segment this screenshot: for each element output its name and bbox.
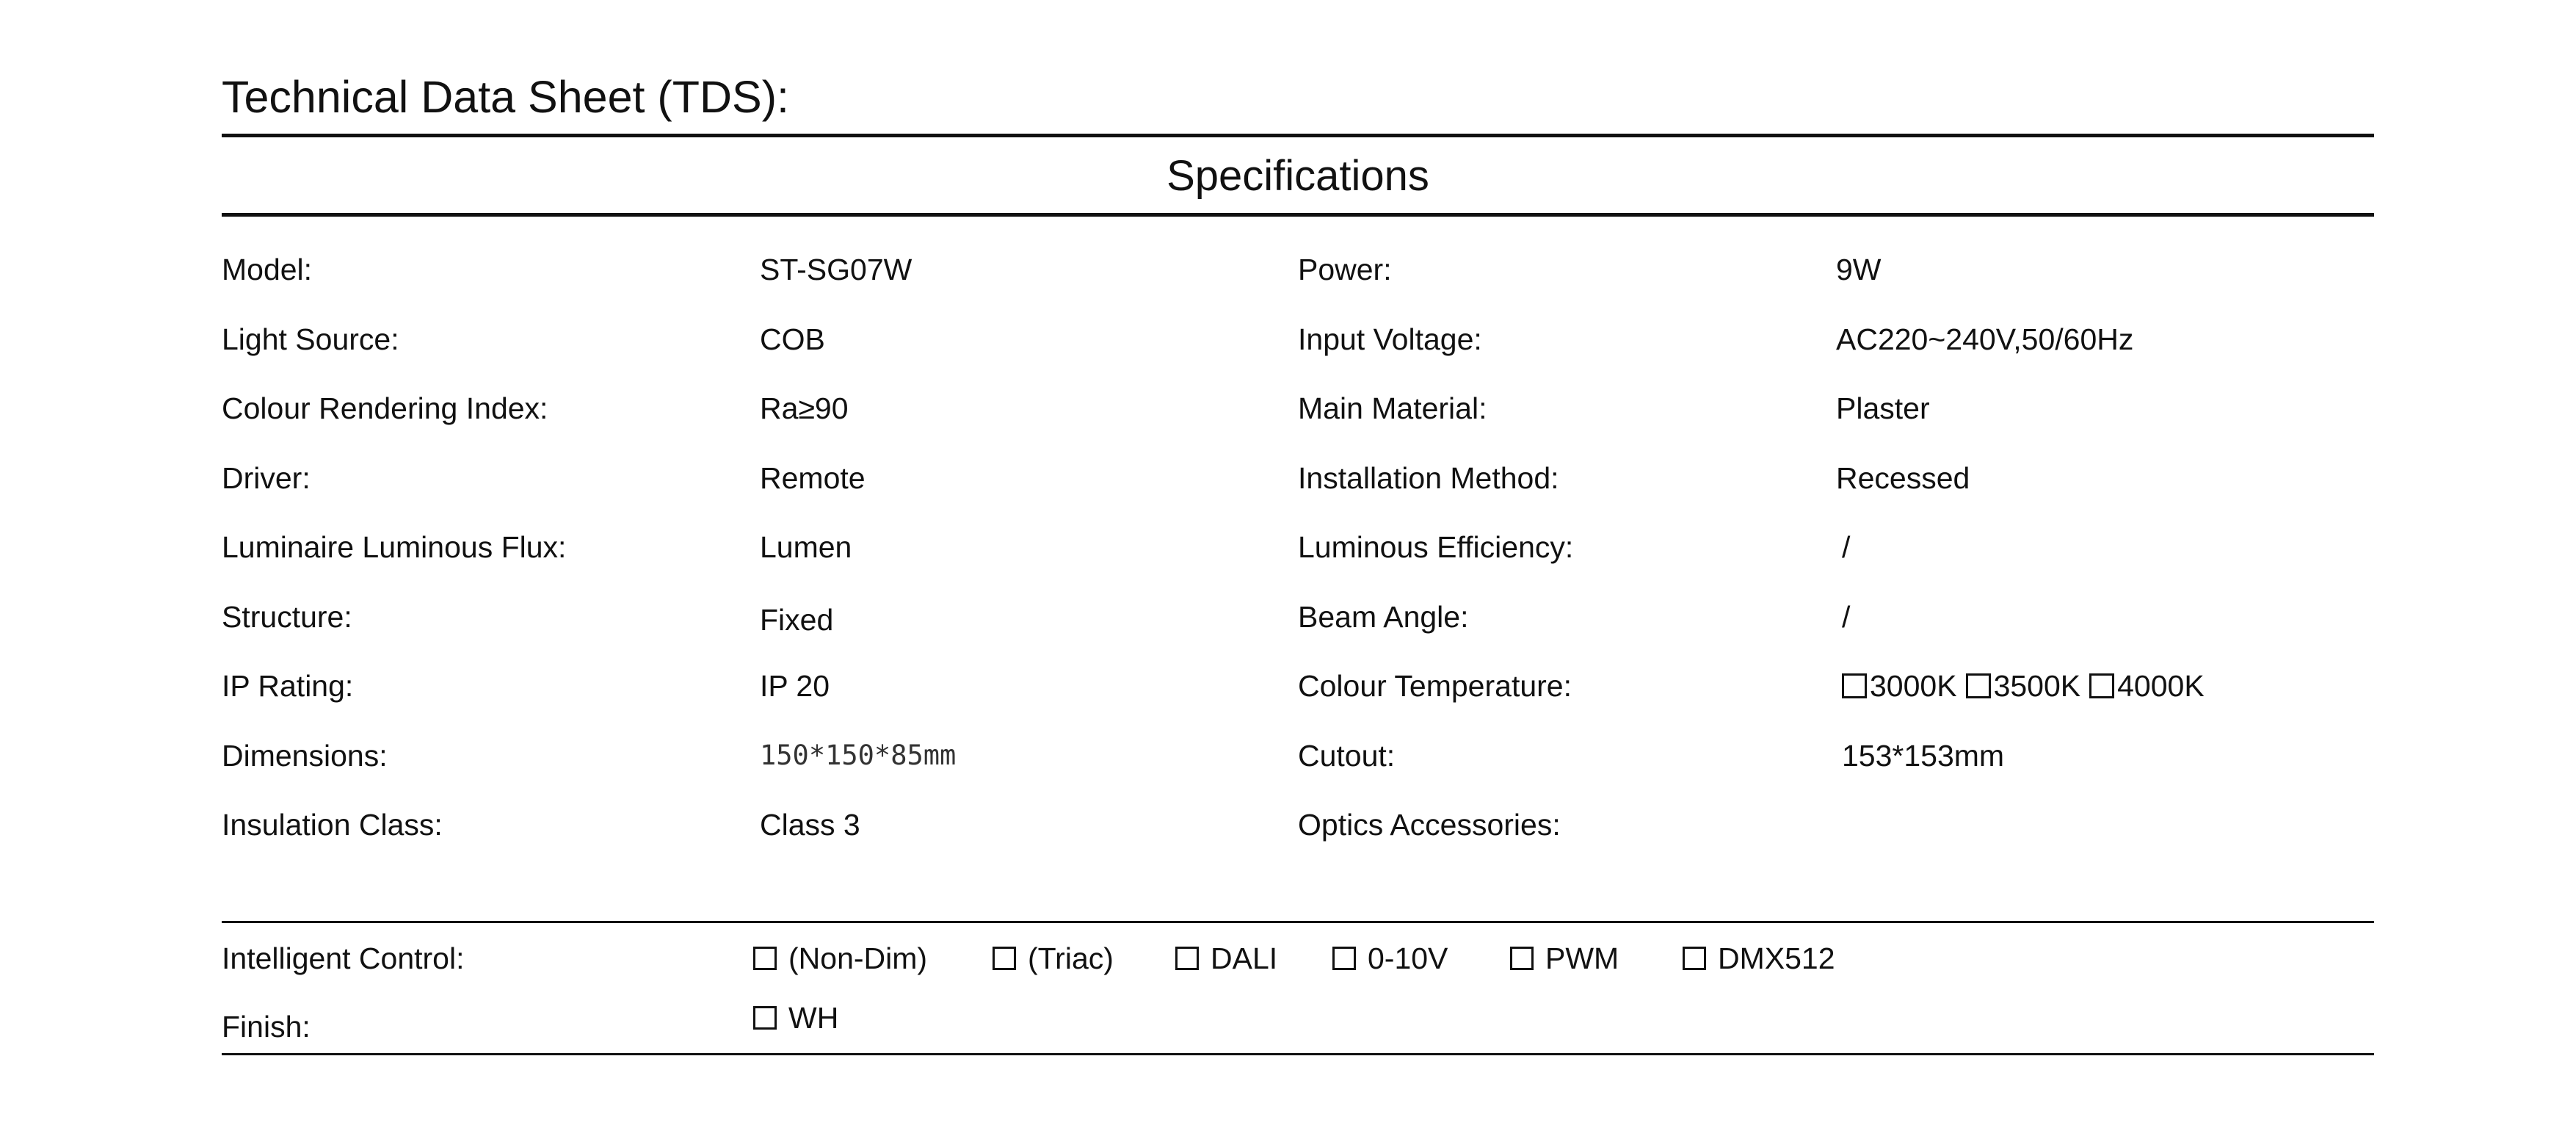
spec-value: Remote <box>760 460 866 495</box>
spec-value: COB <box>760 322 825 356</box>
spec-value: Lumen <box>760 530 852 564</box>
finish-option-wh[interactable] <box>753 985 838 1051</box>
spec-row <box>222 582 2374 652</box>
spec-row <box>222 721 2374 791</box>
control-option-dali[interactable] <box>1175 925 1277 991</box>
cct-option-3500k[interactable] <box>1966 651 2081 720</box>
cct-option-label: 3000K <box>1870 669 1957 703</box>
spec-label: Input Voltage: <box>1298 322 1482 356</box>
checkbox[interactable] <box>1966 673 1991 698</box>
cct-option-4000k[interactable] <box>2089 651 2205 720</box>
intelligent-control-label: Intelligent Control: <box>222 941 465 975</box>
spec-row <box>222 235 2374 305</box>
checkbox[interactable] <box>1683 947 1706 970</box>
finish-row <box>222 988 2374 1054</box>
spec-label: Installation Method: <box>1298 460 1559 495</box>
spec-value: Ra≥90 <box>760 391 849 425</box>
spec-value: Class 3 <box>760 808 860 842</box>
checkbox[interactable] <box>1332 947 1356 970</box>
title-divider <box>222 134 2374 137</box>
checkbox[interactable] <box>1510 947 1534 970</box>
control-option-label: (Non-Dim) <box>788 941 928 975</box>
checkbox[interactable] <box>753 947 777 970</box>
spec-label: Luminous Efficiency: <box>1298 530 1574 564</box>
spec-value: 150*150*85mm <box>760 739 957 771</box>
spec-row <box>222 790 2374 860</box>
controls-bottom-divider <box>222 1053 2374 1055</box>
colour-temperature-options <box>1842 651 2213 720</box>
cct-option-3000k[interactable] <box>1842 651 1957 720</box>
spec-value: AC220~240V,50/60Hz <box>1836 322 2134 356</box>
control-option-dmx512[interactable] <box>1683 925 1835 991</box>
checkbox[interactable] <box>1175 947 1199 970</box>
cct-option-label: 3500K <box>1993 669 2081 703</box>
spec-label: Luminaire Luminous Flux: <box>222 530 567 564</box>
checkbox[interactable] <box>2089 673 2114 698</box>
specifications-heading: Specifications <box>1167 152 1429 200</box>
cct-option-label: 4000K <box>2117 669 2205 703</box>
spec-row <box>222 444 2374 513</box>
specifications-divider <box>222 213 2374 217</box>
control-option-label: (Triac) <box>1028 941 1114 975</box>
spec-label: Structure: <box>222 599 352 634</box>
control-option-triac[interactable] <box>993 925 1114 991</box>
spec-row <box>222 651 2374 721</box>
spec-value: ST-SG07W <box>760 253 913 286</box>
checkbox[interactable] <box>993 947 1016 970</box>
spec-label: Colour Rendering Index: <box>222 391 548 425</box>
spec-label: Driver: <box>222 460 311 495</box>
spec-label: Model: <box>222 253 313 286</box>
spec-label: Beam Angle: <box>1298 599 1469 634</box>
spec-value: / <box>1842 599 1851 634</box>
spec-value: 153*153mm <box>1842 738 2005 773</box>
spec-row <box>222 374 2374 444</box>
document-title: Technical Data Sheet (TDS): <box>222 72 789 122</box>
control-option-0-10v[interactable] <box>1332 925 1448 991</box>
spec-row <box>222 513 2374 582</box>
control-option-non-dim[interactable] <box>753 925 927 991</box>
checkbox[interactable] <box>1842 673 1867 698</box>
spec-label: Cutout: <box>1298 738 1396 773</box>
spec-label: IP Rating: <box>222 669 354 703</box>
control-option-pwm[interactable] <box>1510 925 1619 991</box>
spec-value: IP 20 <box>760 669 830 703</box>
spec-value: 9W <box>1836 253 1882 286</box>
spec-value: Recessed <box>1836 460 1970 495</box>
spec-label: Light Source: <box>222 322 399 356</box>
checkbox[interactable] <box>753 1006 777 1030</box>
spec-label: Dimensions: <box>222 738 388 773</box>
spec-row <box>222 305 2374 375</box>
spec-value: Plaster <box>1836 391 1930 425</box>
spec-label: Main Material: <box>1298 391 1487 425</box>
intelligent-control-row <box>222 925 2374 991</box>
control-option-label: 0-10V <box>1368 941 1448 975</box>
finish-option-label: WH <box>788 1001 839 1035</box>
control-option-label: DMX512 <box>1718 941 1835 975</box>
controls-section <box>222 922 2374 1054</box>
control-option-label: DALI <box>1211 941 1278 975</box>
spec-label: Optics Accessories: <box>1298 808 1561 842</box>
control-option-label: PWM <box>1545 941 1619 975</box>
finish-label: Finish: <box>222 1010 311 1044</box>
spec-value: / <box>1842 530 1851 564</box>
spec-value: Fixed <box>760 602 834 637</box>
spec-label: Colour Temperature: <box>1298 669 1572 703</box>
specifications-table <box>222 235 2374 860</box>
spec-label: Insulation Class: <box>222 808 443 842</box>
spec-label: Power: <box>1298 253 1392 286</box>
